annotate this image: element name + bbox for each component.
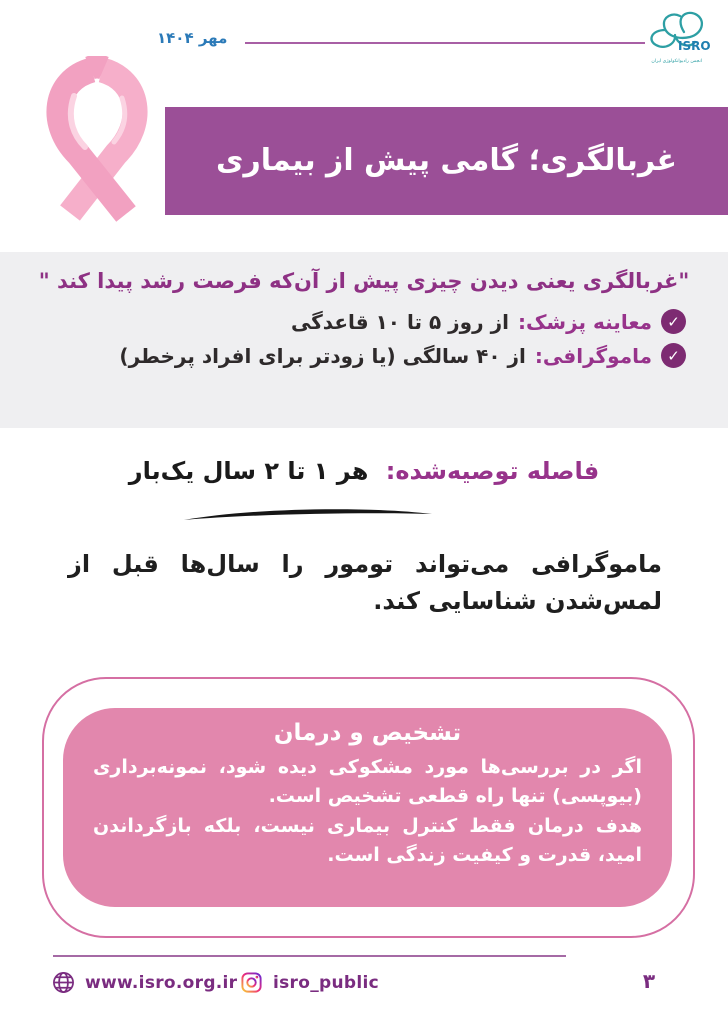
logo-text: ISRO — [678, 39, 711, 53]
checklist-item-text: از روز ۵ تا ۱۰ قاعدگی — [290, 309, 509, 334]
treatment-box — [63, 708, 672, 907]
treatment-box-body-1: اگر در بررسی‌ها مورد مشکوکی دیده شود، نمونه‌برداری (بیوپسی) تنها راه قطعی تشخیص است. — [93, 756, 642, 808]
footer-website[interactable] — [52, 971, 237, 994]
checklist-item-label: معاینه پزشک: — [517, 309, 652, 334]
checklist-item-label: ماموگرافی: — [534, 343, 652, 368]
checklist-item-mammography — [0, 343, 686, 368]
screening-checklist — [0, 309, 728, 368]
screening-section — [0, 252, 728, 428]
interval-label: فاصله توصیه‌شده: — [385, 457, 600, 485]
checklist-item-exam — [0, 309, 686, 334]
recommended-interval — [0, 457, 728, 485]
instagram-icon — [240, 971, 263, 994]
page-number: ۳ — [642, 969, 656, 993]
screening-quote: "غربالگری یعنی دیدن چیزی پیش از آن‌که فرصت رشد پیدا کند " — [38, 269, 690, 293]
instagram-handle[interactable]: isro_public — [273, 972, 379, 993]
checklist-item-text: از ۴۰ سالگی (یا زودتر برای افراد پرخطر) — [119, 343, 526, 368]
footer-instagram[interactable] — [240, 971, 379, 994]
page-title: غربالگری؛ گامی پیش از بیماری — [215, 143, 678, 178]
pink-ribbon-icon — [34, 56, 161, 234]
website-url[interactable]: www.isro.org.ir — [85, 972, 238, 993]
footer-divider — [53, 955, 566, 957]
mammography-note: ماموگرافی می‌تواند تومور را سال‌ها قبل از لمس‌شدن شناسایی کند. — [68, 550, 662, 616]
logo-tagline: انجمن رادیوانکولوژی ایران — [651, 59, 702, 64]
header-divider — [245, 42, 645, 44]
treatment-box-title: تشخیص و درمان — [273, 720, 462, 746]
treatment-box-body-2: هدف درمان فقط کنترل بیماری نیست، بلکه بازگرداندن امید، قدرت و کیفیت زندگی است. — [93, 814, 642, 867]
check-icon: ✓ — [661, 343, 686, 368]
title-banner — [165, 107, 728, 215]
hand-drawn-underline — [181, 505, 435, 523]
issue-date: مهر ۱۴۰۴ — [157, 29, 228, 47]
globe-icon — [52, 971, 75, 994]
isro-logo — [638, 8, 720, 72]
interval-value: هر ۱ تا ۲ سال یک‌بار — [128, 457, 369, 485]
check-icon: ✓ — [661, 309, 686, 334]
